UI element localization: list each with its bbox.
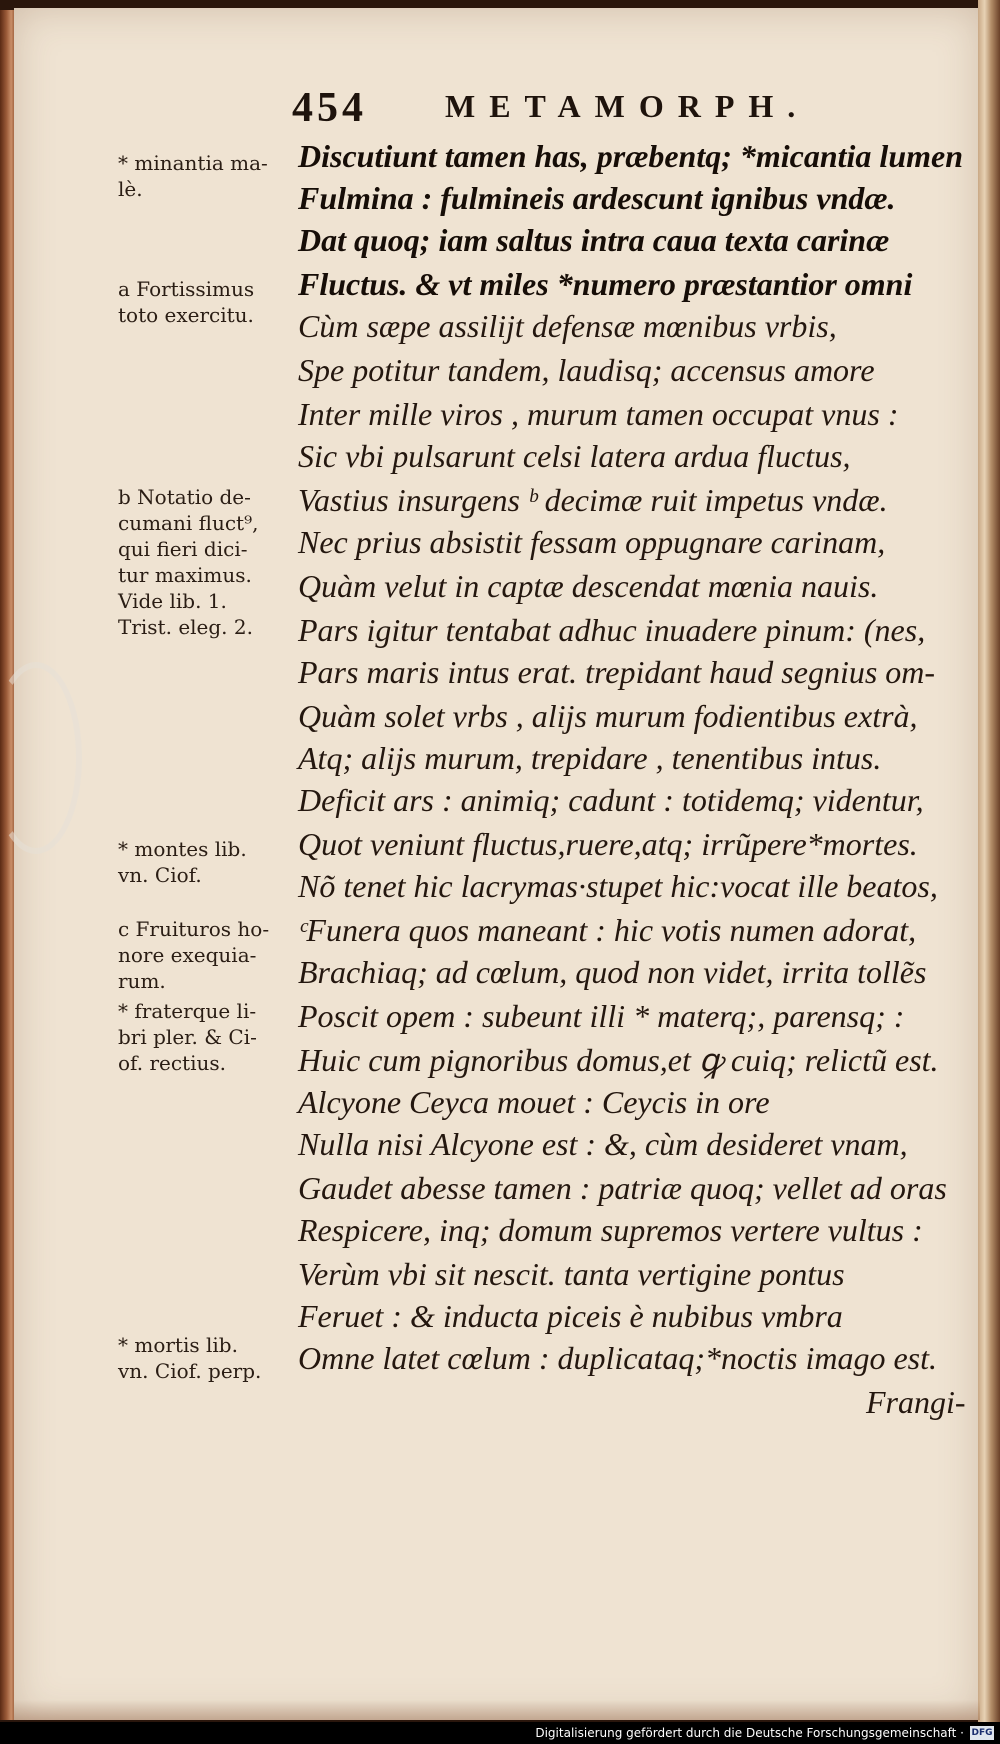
margin-note-line: vn. Ciof. (118, 863, 202, 887)
margin-note-line: a Fortissimus (118, 277, 255, 301)
verse-line: Pars maris intus erat. trepidant haud segnius om- (298, 654, 936, 690)
verse-line: Omne latet cœlum : duplicataq;*noctis imago est. (298, 1340, 938, 1376)
verse-line: Brachiaq; ad cœlum, quod non videt, irrita tollẽs (298, 954, 927, 990)
verse-line: Dat quoq; iam saltus intra caua texta carinæ (298, 222, 890, 258)
margin-note-line: * mortis lib. (118, 1333, 238, 1357)
verse-line: Feruet : & inducta piceis è nubibus vmbra (298, 1298, 843, 1334)
book-edge-right (978, 0, 1000, 1730)
verse-line: Inter mille viros , murum tamen occupat vnus : (298, 396, 899, 432)
margin-note-line: tur maximus. (118, 563, 252, 587)
verse-line: Deficit ars : animiq; cadunt : totidemq; videntur, (298, 782, 924, 818)
verse-line: Sic vbi pulsarunt celsi latera ardua fluctus, (298, 438, 851, 474)
margin-note-line: bri pler. & Ci- (118, 1025, 257, 1049)
verse-line: Cùm sæpe assilijt defensæ mœnibus vrbis, (298, 308, 837, 344)
margin-note (118, 484, 290, 640)
verse-line: Fulmina : fulmineis ardescunt ignibus vndæ. (298, 180, 896, 216)
margin-note-line: vn. Ciof. perp. (118, 1359, 262, 1383)
margin-note (118, 836, 290, 888)
verse-line: Vastius insurgens ᵇ decimæ ruit impetus vndæ. (298, 482, 888, 518)
verse-line: Quàm velut in captæ descendat mœnia nauis. (298, 568, 879, 604)
margin-note-line: lè. (118, 177, 143, 201)
verse-line: Pars igitur tentabat adhuc inuadere pinum: (nes, (298, 612, 926, 648)
verse-line: ᶜFunera quos maneant : hic votis numen adorat, (298, 912, 917, 948)
margin-note-line: c Fruituros ho- (118, 917, 270, 941)
margin-note-line: b Notatio de- (118, 485, 251, 509)
margin-note (118, 998, 290, 1076)
verse-line: Alcyone Ceyca mouet : Ceycis in ore (298, 1084, 770, 1120)
running-title: METAMORPH. (445, 88, 810, 124)
verse-line: Atq; alijs murum, trepidare , tenentibus intus. (298, 740, 882, 776)
margin-note-line: rum. (118, 969, 166, 993)
margin-note (118, 916, 290, 994)
verse-line: Quàm solet vrbs , alijs murum fodientibus extrà, (298, 698, 918, 734)
margin-note-line: * fraterque li- (118, 999, 257, 1023)
catchword: Frangi- (866, 1384, 966, 1420)
margin-note-line: toto exercitu. (118, 303, 254, 327)
verse-line: Spe potitur tandem, laudisq; accensus amore (298, 352, 875, 388)
margin-note-line: * minantia ma- (118, 151, 268, 175)
verse-line: Fluctus. & vt miles *numero præstantior omni (298, 266, 913, 302)
verse-line: Verùm vbi sit nescit. tanta vertigine pontus (298, 1256, 845, 1292)
margin-note (118, 276, 290, 328)
verse-line: Discutiunt tamen has, præbentq; *micantia lumen (298, 138, 963, 174)
margin-note (118, 150, 290, 202)
footer-credit: Digitalisierung gefördert durch die Deutsche Forschungsgemeinschaft · (535, 1726, 964, 1740)
dfg-logo: DFG (971, 1728, 993, 1738)
verse-line: Quot veniunt fluctus,ruere,atq; irrũpere*mortes. (298, 826, 918, 862)
margin-note-line: qui fieri dici- (118, 537, 248, 561)
page-number: 454 (292, 85, 367, 131)
margin-note-line: nore exequia- (118, 943, 257, 967)
margin-note-line: Trist. eleg. 2. (118, 615, 253, 639)
margin-note-line: of. rectius. (118, 1051, 226, 1075)
verse-line: Huic cum pignoribus domus,et ꝙ cuiq; relictũ est. (298, 1042, 939, 1078)
page-shadow (14, 1700, 980, 1720)
margin-note-line: * montes lib. (118, 837, 247, 861)
margin-note-line: Vide lib. 1. (118, 589, 227, 613)
verse-line: Nec prius absistit fessam oppugnare carinam, (298, 524, 886, 560)
verse-line: Gaudet abesse tamen : patriæ quoq; vellet ad oras (298, 1170, 947, 1206)
margin-note (118, 1332, 290, 1384)
verse-line: Nulla nisi Alcyone est : &, cùm desideret vnam, (298, 1126, 908, 1162)
verse-line: Nõ tenet hic lacrymas·stupet hic:vocat ille beatos, (298, 868, 938, 904)
verse-line: Respicere, inq; domum supremos vertere vultus : (298, 1212, 923, 1248)
verse-line: Poscit opem : subeunt illi * materq;, parensq; : (298, 998, 905, 1034)
margin-note-line: cumani fluct⁹, (118, 511, 259, 535)
